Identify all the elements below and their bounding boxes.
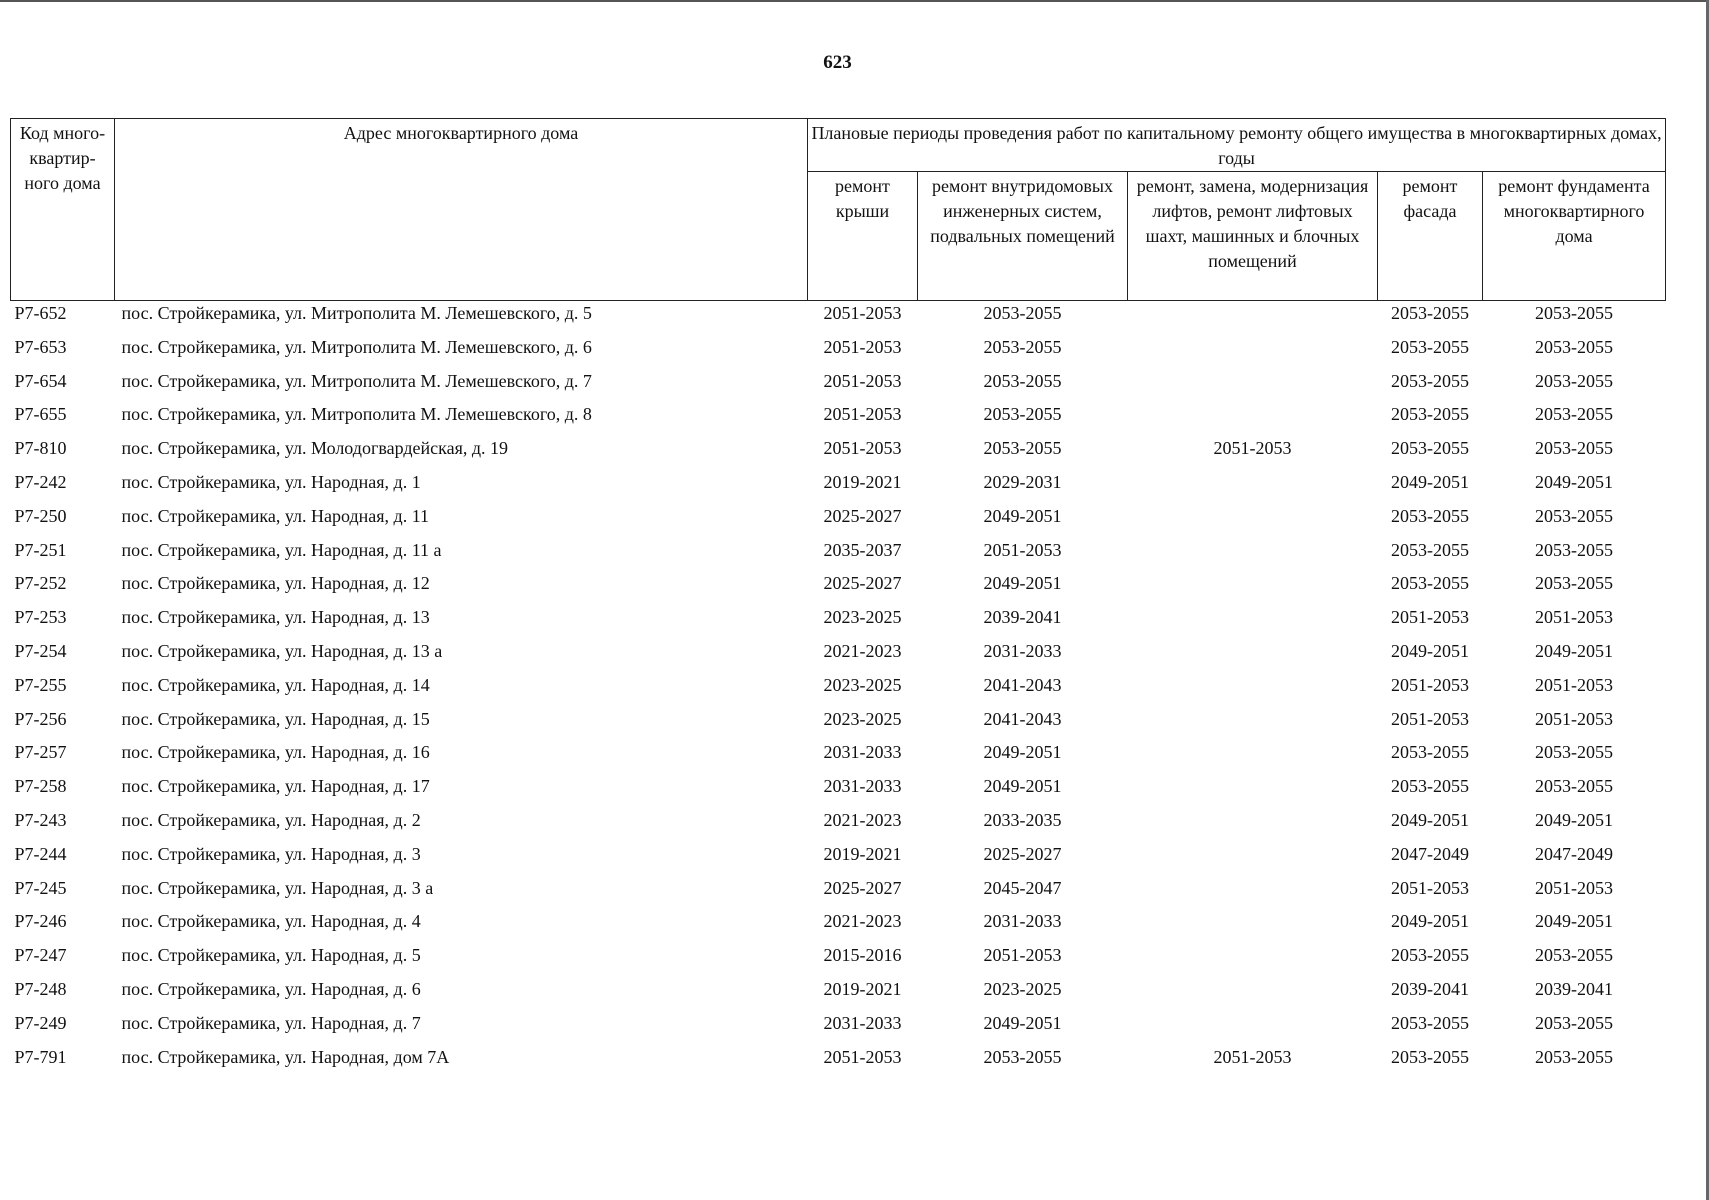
cell-code: Р7-249 — [14, 1012, 67, 1033]
cell-address: пос. Стройкерамика, ул. Народная, д. 15 — [121, 708, 430, 729]
cell-lifts — [1128, 571, 1378, 605]
cell-systems: 2049-2051 — [983, 505, 1062, 526]
cell-code: Р7-256 — [14, 708, 67, 729]
cell-address: пос. Стройкерамика, ул. Народная, д. 17 — [121, 776, 430, 797]
cell-address: пос. Стройкерамика, ул. Митрополита М. Лемешевского, д. 7 — [121, 370, 592, 391]
table-row — [11, 605, 1666, 639]
cell-lifts — [1128, 977, 1378, 1011]
cell-systems: 2049-2051 — [983, 573, 1062, 594]
cell-code: Р7-254 — [14, 640, 67, 661]
cell-lifts — [1128, 639, 1378, 673]
cell-foundation: 2053-2055 — [1535, 336, 1614, 357]
cell-code: Р7-251 — [14, 539, 67, 560]
cell-address: пос. Стройкерамика, ул. Народная, д. 2 — [121, 809, 421, 830]
cell-foundation: 2051-2053 — [1535, 674, 1614, 695]
table-row — [11, 504, 1666, 538]
cell-systems: 2039-2041 — [983, 607, 1062, 628]
cell-systems: 2029-2031 — [983, 471, 1062, 492]
cell-systems: 2053-2055 — [983, 336, 1062, 357]
cell-roof: 2023-2025 — [823, 708, 902, 729]
cell-address: пос. Стройкерамика, ул. Народная, д. 13 а — [121, 640, 443, 661]
header-periods: Плановые периоды проведения работ по капитальному ремонту общего имущества в многоквартирных домах, годы — [808, 119, 1666, 172]
cell-foundation: 2053-2055 — [1535, 539, 1614, 560]
page-number: 623 — [823, 52, 852, 73]
cell-systems: 2049-2051 — [983, 776, 1062, 797]
table-row — [11, 943, 1666, 977]
cell-facade: 2051-2053 — [1391, 877, 1469, 898]
cell-foundation: 2053-2055 — [1535, 303, 1614, 323]
cell-systems: 2053-2055 — [983, 303, 1062, 323]
header-address: Адрес многоквартирного дома — [115, 119, 808, 301]
cell-facade: 2053-2055 — [1391, 573, 1469, 594]
table-row — [11, 470, 1666, 504]
cell-address: пос. Стройкерамика, ул. Митрополита М. Лемешевского, д. 5 — [121, 303, 592, 323]
cell-lifts — [1128, 842, 1378, 876]
cell-lifts — [1128, 808, 1378, 842]
cell-lifts — [1128, 909, 1378, 943]
cell-facade: 2053-2055 — [1391, 438, 1469, 459]
cell-facade: 2053-2055 — [1391, 1012, 1469, 1033]
cell-systems: 2049-2051 — [983, 1012, 1062, 1033]
table-row — [11, 876, 1666, 910]
header-foundation: ремонт фундамента многоквартирного дома — [1483, 172, 1666, 301]
cell-facade: 2053-2055 — [1391, 742, 1469, 763]
cell-address: пос. Стройкерамика, ул. Народная, д. 14 — [121, 674, 430, 695]
repair-schedule-table — [10, 118, 1666, 1078]
cell-roof: 2015-2016 — [823, 945, 902, 966]
cell-address: пос. Стройкерамика, ул. Народная, д. 3 а — [121, 877, 434, 898]
cell-address: пос. Стройкерамика, ул. Народная, д. 6 — [121, 978, 421, 999]
cell-systems: 2031-2033 — [983, 640, 1062, 661]
cell-address: пос. Стройкерамика, ул. Народная, д. 7 — [121, 1012, 421, 1033]
cell-facade: 2053-2055 — [1391, 945, 1469, 966]
header-systems: ремонт внутридомовых инженерных систем, подвальных помещений — [918, 172, 1128, 301]
cell-code: Р7-791 — [14, 1046, 67, 1067]
header-facade: ремонт фасада — [1378, 172, 1483, 301]
table-row — [11, 740, 1666, 774]
cell-facade: 2049-2051 — [1391, 809, 1469, 830]
cell-lifts — [1128, 740, 1378, 774]
cell-roof: 2051-2053 — [823, 404, 902, 425]
cell-code: Р7-252 — [14, 573, 67, 594]
cell-facade: 2039-2041 — [1391, 978, 1469, 999]
cell-lifts: 2051-2053 — [1213, 438, 1292, 459]
cell-address: пос. Стройкерамика, ул. Народная, дом 7А — [121, 1046, 450, 1067]
cell-facade: 2053-2055 — [1391, 303, 1469, 323]
cell-foundation: 2053-2055 — [1535, 573, 1614, 594]
table-row — [11, 301, 1666, 335]
cell-facade: 2053-2055 — [1391, 776, 1469, 797]
cell-lifts — [1128, 943, 1378, 977]
cell-roof: 2031-2033 — [823, 742, 902, 763]
cell-foundation: 2053-2055 — [1535, 404, 1614, 425]
cell-foundation: 2051-2053 — [1535, 877, 1614, 898]
cell-facade: 2051-2053 — [1391, 674, 1469, 695]
cell-code: Р7-245 — [14, 877, 67, 898]
cell-foundation: 2049-2051 — [1535, 809, 1614, 830]
cell-roof: 2051-2053 — [823, 1046, 902, 1067]
cell-facade: 2049-2051 — [1391, 640, 1469, 661]
cell-address: пос. Стройкерамика, ул. Народная, д. 1 — [121, 471, 421, 492]
cell-systems: 2053-2055 — [983, 1046, 1062, 1067]
cell-foundation: 2053-2055 — [1535, 438, 1614, 459]
cell-code: Р7-258 — [14, 776, 67, 797]
cell-lifts — [1128, 470, 1378, 504]
cell-systems: 2045-2047 — [983, 877, 1062, 898]
cell-address: пос. Стройкерамика, ул. Народная, д. 11 а — [121, 539, 442, 560]
cell-facade: 2053-2055 — [1391, 404, 1469, 425]
cell-systems: 2053-2055 — [983, 438, 1062, 459]
cell-code: Р7-246 — [14, 911, 67, 932]
cell-lifts — [1128, 335, 1378, 369]
cell-lifts — [1128, 369, 1378, 403]
cell-foundation: 2049-2051 — [1535, 471, 1614, 492]
cell-systems: 2031-2033 — [983, 911, 1062, 932]
cell-facade: 2049-2051 — [1391, 911, 1469, 932]
cell-code: Р7-810 — [14, 438, 67, 459]
cell-lifts: 2051-2053 — [1213, 1046, 1292, 1067]
cell-code: Р7-255 — [14, 674, 67, 695]
cell-code: Р7-248 — [14, 978, 67, 999]
table-row — [11, 335, 1666, 369]
cell-address: пос. Стройкерамика, ул. Народная, д. 4 — [121, 911, 421, 932]
cell-foundation: 2047-2049 — [1535, 843, 1614, 864]
cell-roof: 2021-2023 — [823, 911, 902, 932]
cell-systems: 2033-2035 — [983, 809, 1062, 830]
cell-address: пос. Стройкерамика, ул. Народная, д. 5 — [121, 945, 421, 966]
cell-roof: 2035-2037 — [823, 539, 902, 560]
cell-lifts — [1128, 1011, 1378, 1045]
cell-roof: 2051-2053 — [823, 438, 902, 459]
cell-facade: 2053-2055 — [1391, 539, 1469, 560]
cell-address: пос. Стройкерамика, ул. Народная, д. 12 — [121, 573, 430, 594]
cell-facade: 2051-2053 — [1391, 708, 1469, 729]
cell-roof: 2019-2021 — [823, 843, 902, 864]
cell-roof: 2021-2023 — [823, 640, 902, 661]
header-code: Код много-квартир-ного дома — [11, 119, 115, 301]
cell-facade: 2053-2055 — [1391, 370, 1469, 391]
cell-lifts — [1128, 538, 1378, 572]
cell-foundation: 2051-2053 — [1535, 607, 1614, 628]
table-row — [11, 639, 1666, 673]
cell-code: Р7-250 — [14, 505, 67, 526]
cell-foundation: 2039-2041 — [1535, 978, 1614, 999]
page-top-edge — [0, 0, 1709, 2]
cell-lifts — [1128, 707, 1378, 741]
cell-foundation: 2049-2051 — [1535, 640, 1614, 661]
cell-address: пос. Стройкерамика, ул. Молодогвардейская, д. 19 — [121, 438, 509, 459]
table-row — [11, 436, 1666, 470]
cell-systems: 2023-2025 — [983, 978, 1062, 999]
table-row — [11, 538, 1666, 572]
cell-facade: 2051-2053 — [1391, 607, 1469, 628]
cell-foundation: 2053-2055 — [1535, 742, 1614, 763]
cell-foundation: 2053-2055 — [1535, 945, 1614, 966]
cell-foundation: 2049-2051 — [1535, 911, 1614, 932]
table-row — [11, 571, 1666, 605]
cell-lifts — [1128, 402, 1378, 436]
header-roof: ремонт крыши — [808, 172, 918, 301]
cell-roof: 2019-2021 — [823, 471, 902, 492]
cell-systems: 2049-2051 — [983, 742, 1062, 763]
cell-code: Р7-652 — [14, 303, 67, 323]
cell-roof: 2051-2053 — [823, 336, 902, 357]
cell-address: пос. Стройкерамика, ул. Народная, д. 16 — [121, 742, 430, 763]
cell-systems: 2051-2053 — [983, 539, 1062, 560]
cell-systems: 2053-2055 — [983, 404, 1062, 425]
cell-lifts — [1128, 774, 1378, 808]
cell-facade: 2049-2051 — [1391, 471, 1469, 492]
cell-facade: 2053-2055 — [1391, 336, 1469, 357]
table-row — [11, 842, 1666, 876]
cell-systems: 2051-2053 — [983, 945, 1062, 966]
cell-foundation: 2053-2055 — [1535, 1012, 1614, 1033]
cell-lifts — [1128, 673, 1378, 707]
cell-lifts — [1128, 301, 1378, 335]
table-row — [11, 774, 1666, 808]
cell-roof: 2019-2021 — [823, 978, 902, 999]
cell-code: Р7-655 — [14, 404, 67, 425]
cell-code: Р7-654 — [14, 370, 67, 391]
cell-code: Р7-257 — [14, 742, 67, 763]
table-row — [11, 909, 1666, 943]
table-body — [11, 301, 1666, 1079]
table-row — [11, 707, 1666, 741]
cell-foundation: 2053-2055 — [1535, 1046, 1614, 1067]
cell-address: пос. Стройкерамика, ул. Митрополита М. Лемешевского, д. 6 — [121, 336, 592, 357]
cell-roof: 2025-2027 — [823, 505, 902, 526]
table-row — [11, 369, 1666, 403]
table-row — [11, 1011, 1666, 1045]
cell-roof: 2031-2033 — [823, 1012, 902, 1033]
cell-roof: 2023-2025 — [823, 607, 902, 628]
cell-foundation: 2053-2055 — [1535, 370, 1614, 391]
cell-facade: 2053-2055 — [1391, 1046, 1469, 1067]
cell-roof: 2051-2053 — [823, 303, 902, 323]
cell-systems: 2041-2043 — [983, 674, 1062, 695]
cell-foundation: 2053-2055 — [1535, 505, 1614, 526]
cell-roof: 2031-2033 — [823, 776, 902, 797]
cell-roof: 2051-2053 — [823, 370, 902, 391]
cell-foundation: 2053-2055 — [1535, 776, 1614, 797]
cell-systems: 2041-2043 — [983, 708, 1062, 729]
cell-code: Р7-242 — [14, 471, 67, 492]
cell-address: пос. Стройкерамика, ул. Народная, д. 11 — [121, 505, 430, 526]
cell-code: Р7-244 — [14, 843, 67, 864]
cell-code: Р7-253 — [14, 607, 67, 628]
cell-systems: 2025-2027 — [983, 843, 1062, 864]
table-row — [11, 1045, 1666, 1079]
cell-facade: 2047-2049 — [1391, 843, 1469, 864]
table-row — [11, 808, 1666, 842]
cell-address: пос. Стройкерамика, ул. Народная, д. 3 — [121, 843, 421, 864]
cell-code: Р7-247 — [14, 945, 67, 966]
cell-roof: 2023-2025 — [823, 674, 902, 695]
table-row — [11, 977, 1666, 1011]
cell-systems: 2053-2055 — [983, 370, 1062, 391]
cell-code: Р7-653 — [14, 336, 67, 357]
cell-roof: 2025-2027 — [823, 573, 902, 594]
table-row — [11, 402, 1666, 436]
cell-address: пос. Стройкерамика, ул. Митрополита М. Лемешевского, д. 8 — [121, 404, 592, 425]
cell-address: пос. Стройкерамика, ул. Народная, д. 13 — [121, 607, 430, 628]
cell-code: Р7-243 — [14, 809, 67, 830]
cell-facade: 2053-2055 — [1391, 505, 1469, 526]
cell-lifts — [1128, 504, 1378, 538]
cell-roof: 2025-2027 — [823, 877, 902, 898]
cell-lifts — [1128, 876, 1378, 910]
table-row — [11, 673, 1666, 707]
cell-lifts — [1128, 605, 1378, 639]
cell-roof: 2021-2023 — [823, 809, 902, 830]
cell-foundation: 2051-2053 — [1535, 708, 1614, 729]
header-lifts: ремонт, замена, модернизация лифтов, ремонт лифтовых шахт, машинных и блочных помещений — [1128, 172, 1378, 301]
